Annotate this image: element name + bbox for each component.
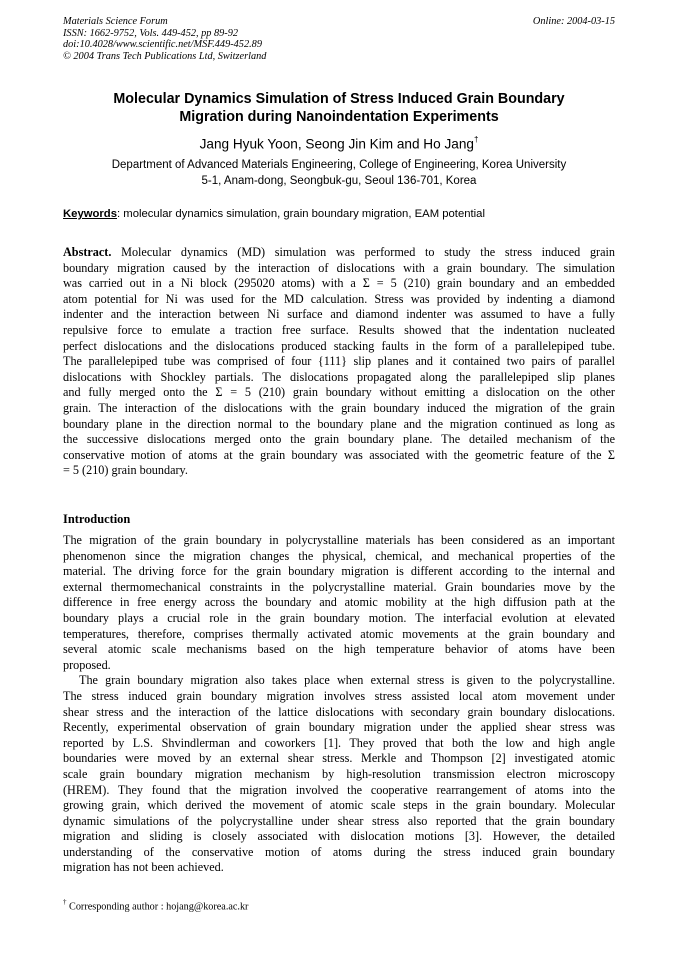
section-heading-introduction: Introduction — [63, 512, 131, 526]
footnote — [63, 897, 248, 913]
intro-line: The stress induced grain boundary migration involves stress assisted local atom movement under — [63, 688, 615, 703]
journal-doi[interactable]: doi:10.4028/www.scientific.net/MSF.449-452.89 — [63, 39, 262, 51]
intro-line: migration has not been achieved. — [63, 860, 224, 875]
intro-line: shear stress and the interaction of the lattice dislocations with secondary grain boundary dislocations. — [63, 704, 615, 719]
intro-line: external thermomechanical constraints in the polycrystalline material. Grain boundaries move by the — [63, 579, 615, 594]
intro-line: understanding of the conservative motion of atoms during the stress induced grain boundary — [63, 844, 615, 859]
intro-line: several atomic scale mechanisms based on the high temperature behavior of atoms have been — [63, 642, 615, 657]
intro-line: dynamic simulations of the polycrystalline under shear stress also reported that the grain boundary — [63, 813, 615, 828]
intro-line: The migration of the grain boundary in polycrystalline materials has been considered as an important — [63, 533, 615, 547]
intro-line: difference in free energy across the boundary and atomic mobility at the high diffusion path at the — [63, 595, 615, 610]
intro-line: growing grain, which derived the movement of atomic scale steps in the grain boundary. Molecular — [63, 798, 615, 813]
author-names: Jang Hyuk Yoon, Seong Jin Kim and Ho Jang — [199, 136, 474, 152]
affiliation-line: 5-1, Anam-dong, Seongbuk-gu, Seoul 136-701, Korea — [201, 175, 477, 187]
keywords-label: Keywords — [63, 208, 117, 220]
abstract-line: dislocations with Shockley partials. The dislocations propagated along the parallelepiped slip planes — [63, 369, 615, 384]
footnote-mark: † — [63, 898, 67, 906]
abstract-line: boundary migration caused by the interaction of dislocations with a grain boundary. The simulation — [63, 260, 615, 275]
intro-line: material. The driving force for the grain boundary migration is different according to the internal and — [63, 564, 615, 579]
abstract-line: indenter and the interaction between Ni surface and diamond indenter was assumed to have a fully — [63, 307, 615, 322]
abstract-line: conservative motion of atoms at the grain boundary was associated with the geometric feature of the Σ — [63, 447, 615, 462]
abstract-line: Abstract. Molecular dynamics (MD) simulation was performed to study the stress induced grain — [63, 245, 615, 259]
journal-header — [63, 16, 615, 62]
author-list — [63, 132, 615, 153]
keywords — [63, 207, 615, 222]
abstract-line: the successive dislocations merged onto the grain boundary plane. The detailed mechanism of the — [63, 432, 615, 447]
intro-line: temperatures, therefore, comprises thermally activated atomic movements at the grain boundary and — [63, 626, 615, 641]
paper-title-line: Migration during Nanoindentation Experiments — [179, 109, 499, 125]
abstract-line: The parallelepiped tube was comprised of four {111} slip planes and it contained two pairs of parallel — [63, 354, 615, 369]
intro-line: phenomenon since the migration changes the physical, chemical, and mechanical properties of the — [63, 548, 615, 563]
intro-line: proposed. — [63, 657, 111, 672]
intro-line: scale grain boundary migration mechanism by high-resolution transmission electron microscopy — [63, 766, 615, 781]
abstract-line: atom potential for Ni was used for the MD calculation. Stress was provided by indenting a diamond — [63, 291, 615, 306]
paper-title-line: Molecular Dynamics Simulation of Stress Induced Grain Boundary — [113, 91, 565, 107]
abstract-label: Abstract. — [63, 245, 112, 259]
dagger-mark: † — [473, 135, 479, 144]
intro-line: boundaries were moved by an external shear stress. Merkle and Thompson [2] investigated atomic — [63, 751, 615, 766]
abstract-line: = 5 (210) grain boundary. — [63, 463, 188, 478]
intro-line: boundary plays a crucial role in the grain boundary motion. The interfacial evolution at elevated — [63, 610, 615, 625]
abstract — [63, 245, 615, 479]
intro-line: (HREM). They found that the migration involved the cooperative rearrangement of atoms into the — [63, 782, 615, 797]
intro-line: reported by L.S. Shvindlerman and coworkers [1]. They proved that both the low and high angle — [63, 735, 615, 750]
intro-line: migration and sliding is closely associated with dislocation motions [3]. However, the detailed — [63, 829, 615, 844]
abstract-line: boundary plane in the direction normal to the boundary plane and the migration continued as long as — [63, 416, 615, 431]
introduction-body — [63, 533, 615, 876]
keywords-text: : molecular dynamics simulation, grain boundary migration, EAM potential — [117, 208, 485, 220]
journal-name: Materials Science Forum — [63, 16, 168, 27]
abstract-line: perfect dislocations and the dislocations produced stacking faults in the form of a parallelepiped tube. — [63, 338, 615, 353]
footnote-text: Corresponding author : hojang@korea.ac.kr — [66, 901, 249, 913]
intro-line: Recently, experimental observation of grain boundary migration under the applied shear stress was — [63, 720, 615, 735]
paper-title — [63, 90, 615, 126]
online-date: Online: 2004-03-15 — [532, 16, 615, 27]
affiliation-line: Department of Advanced Materials Engineering, College of Engineering, Korea University — [111, 159, 567, 171]
journal-copyright: © 2004 Trans Tech Publications Ltd, Switzerland — [63, 50, 267, 62]
abstract-line: was carried out in a Ni block (295020 atoms) with a Σ = 5 (210) grain boundary and an embedded — [63, 276, 615, 291]
abstract-line: and fully merged onto the Σ = 5 (210) grain boundary without emitting a dislocation on the other — [63, 385, 615, 400]
intro-line: The grain boundary migration also takes place when external stress is given to the polycrystalline. — [79, 673, 615, 688]
affiliation — [63, 157, 615, 189]
journal-issn: ISSN: 1662-9752, Vols. 449-452, pp 89-92 — [63, 27, 239, 39]
abstract-line: grain. The interaction of the dislocations with the grain boundary induced the migration of the grain — [63, 400, 615, 415]
abstract-line: repulsive force to emulate a traction free surface. Results showed that the indentation nucleated — [63, 322, 615, 337]
